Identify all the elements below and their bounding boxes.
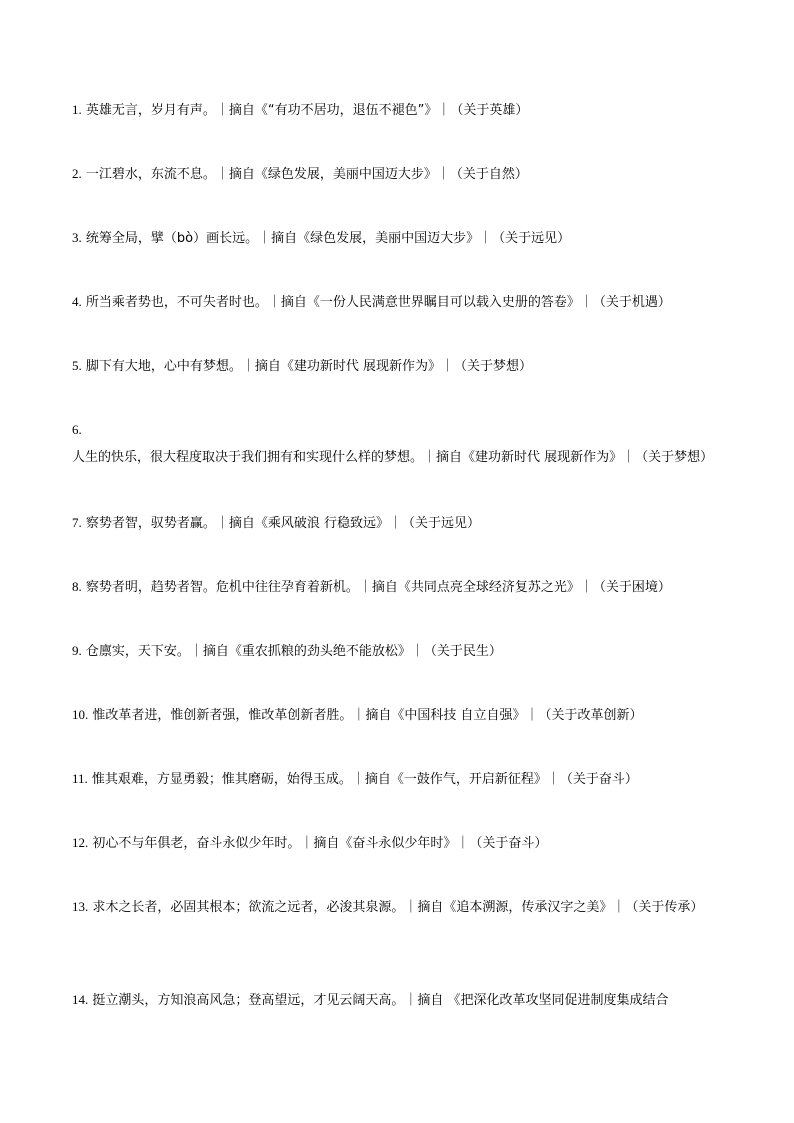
quote-entry-14 — [72, 986, 724, 1014]
entry-text: 英雄无言，岁月有声。｜摘自《“有功不居功，退伍不褪色”》｜（关于英雄） — [85, 103, 529, 118]
entry-number: 7. — [72, 515, 82, 530]
entry-text: 人生的快乐，很大程度取决于我们拥有和实现什么样的梦想。｜摘自《建功新时代 展现新作为》｜（关于梦想） — [72, 450, 714, 465]
quote-entry-9 — [72, 637, 724, 665]
quote-entry-11 — [72, 765, 724, 793]
quote-entry-1 — [72, 96, 724, 124]
quote-entry-6 — [72, 416, 724, 471]
entry-number: 8. — [72, 579, 82, 594]
entry-text: 挺立潮头，方知浪高风急；登高望远，才见云阔天高。｜摘自 《把深化改革攻坚同促进制度集成结合 — [92, 993, 669, 1008]
entry-text: 一江碧水，东流不息。｜摘自《绿色发展，美丽中国迈大步》｜（关于自然） — [85, 167, 528, 182]
entry-number: 13. — [72, 899, 89, 914]
quote-entry-12 — [72, 829, 724, 857]
entry-number: 10. — [72, 707, 89, 722]
entry-number: 4. — [72, 294, 82, 309]
entry-text: 初心不与年俱老，奋斗永似少年时。｜摘自《奋斗永似少年时》｜（关于奋斗） — [92, 836, 548, 851]
entry-text: 察势者智，驭势者赢。｜摘自《乘风破浪 行稳致远》｜（关于远见） — [85, 516, 481, 531]
entry-number: 6. — [72, 422, 82, 437]
quote-entry-7 — [72, 509, 724, 537]
entry-text: 察势者明，趋势者智。危机中往往孕育着新机。｜摘自《共同点亮全球经济复苏之光》｜（关于困境） — [85, 580, 671, 595]
document-page — [72, 0, 724, 1123]
entry-text: 所当乘者势也，不可失者时也。｜摘自《一份人民满意世界瞩目可以载入史册的答卷》｜（关于机遇） — [85, 295, 671, 310]
entry-number: 9. — [72, 643, 82, 658]
entry-number: 2. — [72, 166, 82, 181]
quote-entry-13 — [72, 893, 724, 921]
quote-entry-3 — [72, 224, 724, 252]
entry-text: 惟其艰难，方显勇毅；惟其磨砺，始得玉成。｜摘自《一鼓作气，开启新征程》｜（关于奋斗） — [91, 772, 638, 787]
entry-number: 1. — [72, 102, 82, 117]
quote-entry-5 — [72, 352, 724, 380]
entry-text: 仓廪实，天下安。｜摘自《重农抓粮的劲头绝不能放松》｜（关于民生） — [85, 644, 502, 659]
entry-text: 惟改革者进，惟创新者强，惟改革创新者胜。｜摘自《中国科技 自立自强》｜（关于改革创新） — [92, 708, 643, 723]
quote-entry-10 — [72, 701, 724, 729]
quote-entry-8 — [72, 573, 724, 601]
entry-number: 11. — [72, 771, 88, 786]
quote-entry-4 — [72, 288, 724, 316]
entry-text: 统筹全局，擘（bò）画长远。｜摘自《绿色发展，美丽中国迈大步》｜（关于远见） — [85, 231, 571, 246]
entry-number: 3. — [72, 230, 82, 245]
entry-text: 脚下有大地，心中有梦想。｜摘自《建功新时代 展现新作为》｜（关于梦想） — [85, 359, 533, 374]
entry-text: 求木之长者，必固其根本；欲流之远者，必浚其泉源。｜摘自《追本溯源，传承汉字之美》｜（关于传承） — [92, 900, 704, 915]
entry-number: 14. — [72, 992, 89, 1007]
quote-entry-2 — [72, 160, 724, 188]
entry-number: 5. — [72, 358, 82, 373]
entry-number: 12. — [72, 835, 89, 850]
